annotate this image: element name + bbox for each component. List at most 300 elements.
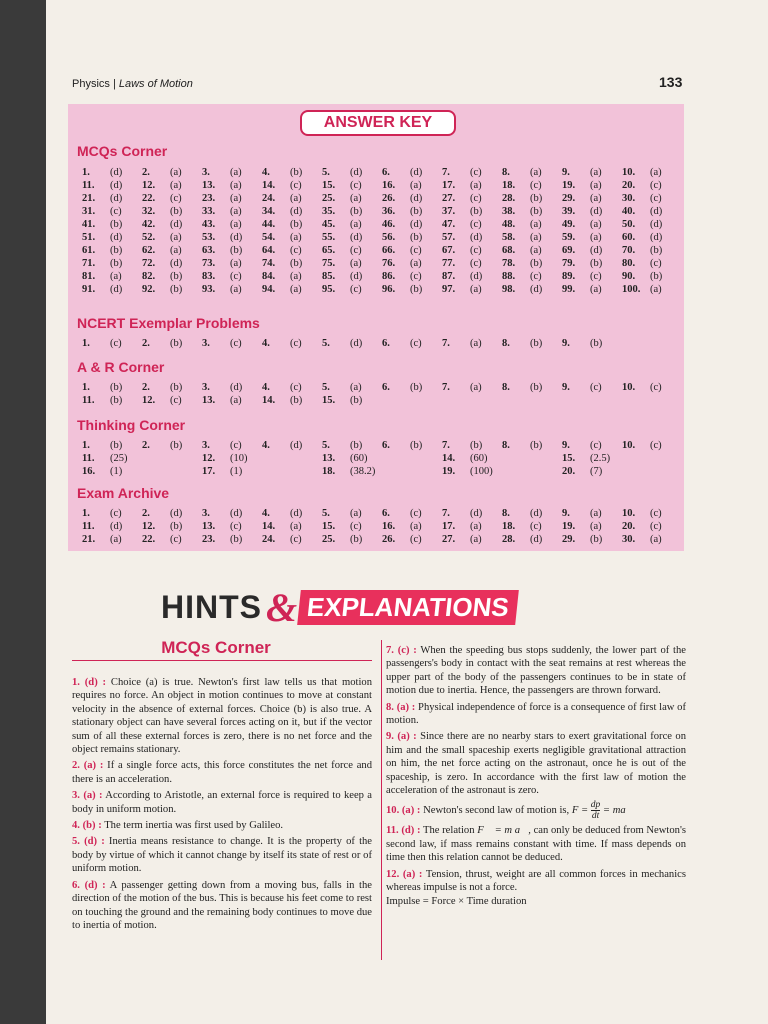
answer-cell (262, 394, 322, 407)
answer-cell (262, 452, 322, 465)
answer-option: (c) (110, 508, 122, 519)
answer-option: (b) (530, 258, 543, 269)
answer-option: (b) (530, 382, 543, 393)
question-number: 19. (562, 521, 576, 532)
question-number: 60. (622, 232, 636, 243)
question-number: 55. (322, 232, 336, 243)
question-number: 2. (142, 338, 150, 349)
answer-cell (502, 231, 562, 244)
answer-option: (b) (410, 206, 423, 217)
answer-cell (562, 244, 622, 257)
hints-section-title: MCQs Corner (161, 638, 271, 657)
answer-cell (202, 465, 262, 478)
question-number: 86. (382, 271, 396, 282)
answer-option: (a) (470, 338, 482, 349)
answer-cell (502, 452, 562, 465)
answer-cell (202, 231, 262, 244)
answer-cell (382, 283, 442, 296)
answer-cell (142, 439, 202, 452)
answer-option: (c) (470, 258, 482, 269)
answer-option: (c) (110, 206, 122, 217)
answer-cell (82, 257, 142, 270)
answer-option: (d) (170, 219, 183, 230)
question-number: 100. (622, 284, 641, 295)
answer-option: (a) (170, 167, 182, 178)
answer-option: (b) (110, 440, 123, 451)
answer-cell (622, 533, 682, 546)
answer-option: (a) (530, 245, 542, 256)
question-number: 20. (622, 521, 636, 532)
answer-option: (d) (470, 232, 483, 243)
answer-option: (2.5) (590, 453, 611, 464)
question-number: 19. (562, 180, 576, 191)
question-number: 3. (202, 338, 210, 349)
answer-cell (82, 244, 142, 257)
question-number: 13. (202, 395, 216, 406)
question-number (622, 452, 650, 465)
answer-option: (d) (230, 508, 243, 519)
answer-cell (202, 218, 262, 231)
question-number: 77. (442, 258, 456, 269)
answer-cell (202, 439, 262, 452)
answer-cell (562, 231, 622, 244)
answer-option: (a) (470, 521, 482, 532)
answer-option: (a) (350, 382, 362, 393)
answer-grid-exam (82, 507, 682, 546)
answer-option: (c) (470, 245, 482, 256)
answer-option: (a) (590, 508, 602, 519)
answer-cell (382, 533, 442, 546)
answer-cell (442, 231, 502, 244)
answer-cell (622, 381, 682, 394)
question-number (622, 465, 650, 478)
question-number (142, 465, 170, 478)
answer-cell (502, 533, 562, 546)
question-number: 11. (82, 395, 95, 406)
answer-option: (c) (290, 382, 302, 393)
answer-cell (322, 439, 382, 452)
answer-cell (202, 244, 262, 257)
answer-row (82, 283, 682, 296)
question-number: 2. (142, 440, 150, 451)
answer-row (82, 439, 682, 452)
answer-cell (442, 179, 502, 192)
answer-option: (b) (350, 206, 363, 217)
answer-option: (c) (350, 245, 362, 256)
answer-option: (b) (230, 245, 243, 256)
answer-option: (a) (170, 232, 182, 243)
answer-cell (82, 205, 142, 218)
answer-option: (d) (290, 508, 303, 519)
answer-option: (a) (290, 521, 302, 532)
answer-option: (a) (350, 219, 362, 230)
question-number: 11. (82, 521, 95, 532)
question-number: 94. (262, 284, 276, 295)
answer-option: (a) (530, 167, 542, 178)
question-number: 1. (82, 508, 90, 519)
answer-cell (202, 507, 262, 520)
answer-grid-mcqs (82, 166, 682, 296)
answer-option: (c) (650, 193, 662, 204)
answer-option: (a) (230, 395, 242, 406)
answer-cell (82, 166, 142, 179)
answer-cell (622, 465, 682, 478)
question-number: 13. (202, 180, 216, 191)
answer-cell (262, 465, 322, 478)
answer-cell (322, 244, 382, 257)
question-number: 2. (142, 167, 150, 178)
answer-option: (a) (350, 193, 362, 204)
answer-cell (82, 283, 142, 296)
answer-option: (d) (590, 245, 603, 256)
question-number (622, 337, 650, 350)
answer-cell (502, 283, 562, 296)
question-number: 8. (502, 508, 510, 519)
answer-cell (562, 520, 622, 533)
answer-cell (562, 533, 622, 546)
question-number: 23. (202, 193, 216, 204)
question-number: 1. (82, 382, 90, 393)
answer-cell (82, 218, 142, 231)
answer-option: (b) (530, 193, 543, 204)
question-number: 1. (82, 167, 90, 178)
answer-cell (382, 192, 442, 205)
answer-cell (262, 257, 322, 270)
question-number: 14. (262, 180, 276, 191)
right-items (386, 644, 686, 797)
answer-option (530, 394, 562, 407)
hint-item: 8. (a) : Physical independence of force is a consequence of first law of motion. (386, 701, 686, 727)
answer-cell (442, 218, 502, 231)
answer-option (170, 465, 202, 478)
answer-cell (262, 244, 322, 257)
question-number: 40. (622, 206, 636, 217)
answer-option: (c) (170, 193, 182, 204)
left-column (72, 676, 372, 935)
question-number: 3. (202, 382, 210, 393)
answer-cell (322, 465, 382, 478)
question-number: 10. (622, 382, 636, 393)
question-number: 6. (382, 338, 390, 349)
answer-option (650, 337, 682, 350)
answer-cell (382, 257, 442, 270)
answer-option: (a) (230, 284, 242, 295)
question-number: 69. (562, 245, 576, 256)
hint-item-11: 11. (d) : The relation F⃗ = m a⃗, can only be deduced from Newton's second law, if mass remains constant with time. If mass depends on time then this relation cannot be deduced. (386, 825, 686, 864)
answer-option: (d) (170, 508, 183, 519)
question-number: 5. (322, 508, 330, 519)
question-number: 73. (202, 258, 216, 269)
answer-option: (c) (350, 180, 362, 191)
answer-option: (b) (410, 382, 423, 393)
answer-option: (b) (290, 167, 303, 178)
question-number: 48. (502, 219, 516, 230)
answer-option: (d) (110, 180, 123, 191)
answer-option: (d) (530, 508, 543, 519)
question-number: 52. (142, 232, 156, 243)
answer-option: (c) (290, 534, 302, 545)
answer-cell (322, 270, 382, 283)
hint-item: 5. (d) : Inertia means resistance to change. It is the property of the body by virtue of which it cannot change by itself its state of rest or of uniform motion. (72, 836, 373, 875)
answer-cell (562, 394, 622, 407)
answer-option: (b) (230, 534, 243, 545)
answer-option: (d) (170, 258, 183, 269)
answer-cell (502, 337, 562, 350)
answer-option: (b) (590, 258, 603, 269)
answer-cell (502, 166, 562, 179)
answer-option: (a) (110, 271, 122, 282)
question-number: 43. (202, 219, 216, 230)
answer-option (530, 452, 562, 465)
answer-option: (b) (170, 521, 183, 532)
answer-row (82, 533, 682, 546)
answer-option: (d) (230, 382, 243, 393)
question-number: 12. (142, 180, 156, 191)
question-number: 30. (622, 534, 636, 545)
answer-cell (322, 192, 382, 205)
answer-option: (d) (650, 232, 663, 243)
question-number: 29. (562, 193, 576, 204)
question-number: 92. (142, 284, 156, 295)
answer-option: (b) (410, 440, 423, 451)
answer-cell (622, 520, 682, 533)
answer-option: (a) (170, 245, 182, 256)
question-number: 7. (442, 167, 450, 178)
answer-row (82, 179, 682, 192)
question-number: 5. (322, 382, 330, 393)
question-number: 18. (502, 521, 516, 532)
answer-cell (142, 244, 202, 257)
section-title-ar: A & R Corner (77, 359, 165, 375)
section-title-thinking: Thinking Corner (77, 417, 186, 433)
question-number: 7. (442, 338, 450, 349)
question-number: 76. (382, 258, 396, 269)
question-number: 6. (382, 440, 390, 451)
answer-cell (442, 283, 502, 296)
answer-option: (c) (410, 245, 422, 256)
answer-grid-ncert (82, 337, 682, 350)
question-number: 13. (322, 453, 336, 464)
question-number (562, 394, 590, 407)
answer-cell (82, 179, 142, 192)
answer-option: (d) (590, 206, 603, 217)
question-number: 96. (382, 284, 396, 295)
hint-item: 6. (d) : A passenger getting down from a moving bus, falls in the direction of the motion of the bus. This is because his feet come to rest on touching the ground and the remaining body continues to move due to inertia of motion. (72, 879, 372, 931)
answer-option: (c) (590, 382, 602, 393)
hints-word: HINTS (161, 589, 262, 625)
answer-option: (d) (410, 193, 423, 204)
answer-option (290, 452, 322, 465)
question-number: 15. (322, 521, 336, 532)
answer-option: (a) (470, 284, 482, 295)
question-number: 11. (82, 180, 95, 191)
question-number: 44. (262, 219, 276, 230)
hint-item: 3. (a) : According to Aristotle, an external force is required to keep a body in uniform motion. (72, 790, 373, 815)
question-number: 7. (442, 382, 450, 393)
answer-cell (262, 205, 322, 218)
answer-option: (a) (230, 180, 242, 191)
question-number: 47. (442, 219, 456, 230)
question-number: 46. (382, 219, 396, 230)
answer-option: (60) (350, 453, 368, 464)
question-number: 5. (322, 167, 330, 178)
question-number: 5. (322, 440, 330, 451)
answer-cell (202, 257, 262, 270)
answer-cell (382, 218, 442, 231)
section-title-ncert: NCERT Exemplar Problems (77, 315, 260, 331)
answer-cell (502, 439, 562, 452)
question-number: 97. (442, 284, 456, 295)
answer-option: (c) (470, 219, 482, 230)
answer-option: (d) (110, 167, 123, 178)
question-number: 10. (622, 167, 636, 178)
question-number (382, 465, 410, 478)
answer-cell (562, 465, 622, 478)
answer-cell (622, 439, 682, 452)
answer-option: (a) (410, 521, 422, 532)
answer-cell (502, 179, 562, 192)
answer-cell (322, 205, 382, 218)
answer-option: (d) (410, 167, 423, 178)
answer-cell (322, 337, 382, 350)
answer-option: (c) (530, 521, 542, 532)
question-number: 18. (502, 180, 516, 191)
answer-option: (c) (530, 271, 542, 282)
question-number: 31. (82, 206, 96, 217)
question-number: 3. (202, 167, 210, 178)
question-number: 17. (202, 466, 216, 477)
question-number: 28. (502, 193, 516, 204)
question-number: 56. (382, 232, 396, 243)
answer-option (650, 465, 682, 478)
answer-cell (82, 270, 142, 283)
answer-cell (442, 452, 502, 465)
answer-option: (a) (290, 271, 302, 282)
answer-cell (322, 166, 382, 179)
answer-cell (82, 507, 142, 520)
question-number: 4. (262, 382, 270, 393)
answer-cell (382, 179, 442, 192)
answer-cell (562, 257, 622, 270)
question-number: 37. (442, 206, 456, 217)
answer-row (82, 452, 682, 465)
answer-option: (c) (470, 167, 482, 178)
answer-option: (a) (230, 193, 242, 204)
answer-cell (262, 231, 322, 244)
question-number: 91. (82, 284, 96, 295)
answer-cell (562, 270, 622, 283)
answer-option: (c) (470, 193, 482, 204)
answer-row (82, 205, 682, 218)
answer-row (82, 166, 682, 179)
question-number: 25. (322, 534, 336, 545)
answer-cell (202, 192, 262, 205)
question-number (502, 465, 530, 478)
answer-option: (b) (530, 338, 543, 349)
answer-cell (442, 257, 502, 270)
answer-option: (a) (590, 180, 602, 191)
question-number (262, 452, 290, 465)
question-number: 23. (202, 534, 216, 545)
answer-cell (262, 439, 322, 452)
answer-option: (b) (170, 284, 183, 295)
answer-option (290, 465, 322, 478)
answer-cell (262, 507, 322, 520)
answer-cell (502, 465, 562, 478)
answer-cell (202, 179, 262, 192)
answer-option: (b) (350, 440, 363, 451)
answer-option: (d) (110, 284, 123, 295)
question-number: 58. (502, 232, 516, 243)
question-number (262, 465, 290, 478)
answer-cell (442, 394, 502, 407)
answer-cell (382, 205, 442, 218)
question-number: 8. (502, 440, 510, 451)
answer-option: (d) (350, 338, 363, 349)
question-number: 45. (322, 219, 336, 230)
answer-option: (b) (470, 206, 483, 217)
answer-option: (d) (110, 521, 123, 532)
question-number: 80. (622, 258, 636, 269)
answer-option: (a) (290, 193, 302, 204)
question-number: 10. (622, 508, 636, 519)
question-number: 30. (622, 193, 636, 204)
answer-option: (a) (110, 534, 122, 545)
answer-option: (c) (290, 180, 302, 191)
answer-option: (a) (650, 534, 662, 545)
answer-cell (622, 283, 682, 296)
question-number: 28. (502, 534, 516, 545)
answer-option: (d) (230, 232, 243, 243)
answer-cell (322, 231, 382, 244)
answer-option: (b) (410, 284, 423, 295)
answer-cell (322, 218, 382, 231)
answer-option: (d) (350, 232, 363, 243)
answer-cell (82, 381, 142, 394)
answer-option: (b) (410, 232, 423, 243)
question-number (622, 394, 650, 407)
answer-cell (502, 257, 562, 270)
question-number: 61. (82, 245, 96, 256)
question-number: 2. (142, 508, 150, 519)
answer-option: (d) (650, 219, 663, 230)
answer-grid-thinking (82, 439, 682, 478)
question-number: 29. (562, 534, 576, 545)
answer-cell (442, 244, 502, 257)
answer-key-title: ANSWER KEY (300, 110, 456, 136)
question-number: 26. (382, 534, 396, 545)
answer-cell (382, 394, 442, 407)
answer-option: (a) (410, 180, 422, 191)
question-number: 2. (142, 382, 150, 393)
answer-option: (1) (230, 466, 243, 477)
answer-option: (c) (650, 258, 662, 269)
answer-option: (10) (230, 453, 248, 464)
question-number: 6. (382, 508, 390, 519)
fraction-dp-dt: $\frac{dp}{dt}$ (590, 800, 601, 822)
question-number: 1. (82, 338, 90, 349)
answer-option: (a) (350, 258, 362, 269)
answer-option: (c) (650, 382, 662, 393)
answer-option: (a) (350, 508, 362, 519)
answer-option: (1) (110, 466, 123, 477)
answer-cell (82, 394, 142, 407)
answer-option: (c) (590, 271, 602, 282)
answer-cell (82, 231, 142, 244)
question-number: 82. (142, 271, 156, 282)
answer-cell (142, 394, 202, 407)
answer-cell (502, 270, 562, 283)
